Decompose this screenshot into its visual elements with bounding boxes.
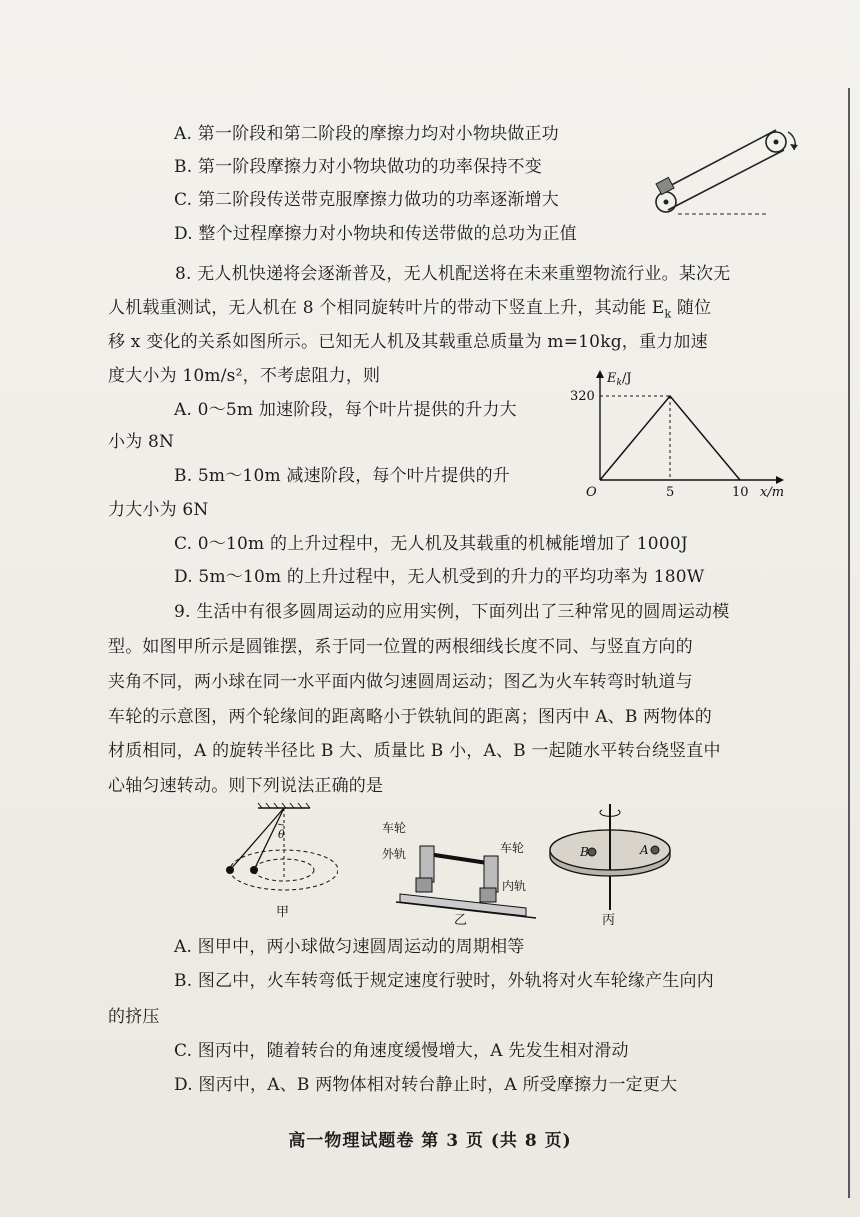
q8-stem-line3: 移 x 变化的关系如图所示。已知无人机及其载重总质量为 m=10kg，重力加速 — [108, 332, 708, 352]
q7-option-b: B. 第一阶段摩擦力对小物块做功的功率保持不变 — [174, 157, 542, 177]
q8-option-a-line2: 小为 8N — [108, 432, 175, 452]
q9-option-b-line2: 的挤压 — [108, 1007, 160, 1027]
q9-stem-line6: 心轴匀速转动。则下列说法正确的是 — [108, 776, 384, 796]
x-tick-label-10: 10 — [732, 485, 749, 500]
y-tick-label: 320 — [570, 389, 595, 404]
conical-pendulum-figure — [218, 800, 338, 920]
object-b-label: B — [580, 845, 589, 859]
inner-rail-label: 内轨 — [502, 879, 527, 893]
q9-stem-line2: 型。如图甲所示是圆锥摆，系于同一位置的两根细线长度不同、与竖直方向的 — [108, 637, 693, 657]
q7-option-a: A. 第一阶段和第二阶段的摩擦力均对小物块做正功 — [174, 124, 559, 144]
q8-stem-line2-text: 人机载重测试，无人机在 8 个相同旋转叶片的带动下竖直上升，其动能 E — [108, 298, 665, 318]
wheel-left-label: 车轮 — [382, 821, 407, 835]
q8-stem-line2 — [108, 297, 711, 325]
fig-yi-caption: 乙 — [454, 913, 468, 928]
q8-stem-line1: 8. 无人机快递将会逐渐普及，无人机配送将在未来重塑物流行业。某次无 — [175, 264, 731, 284]
y-axis-label: $E_k/J$ — [607, 371, 632, 388]
q9-option-d: D. 图丙中，A、B 两物体相对转台静止时，A 所受摩擦力一定更大 — [174, 1075, 678, 1095]
x-tick-label-5: 5 — [666, 485, 675, 500]
q9-stem-line4: 车轮的示意图，两个轮缘间的距离略小于铁轨间的距离；图丙中 A、B 两物体的 — [108, 707, 712, 727]
theta-label: θ — [278, 828, 285, 841]
q9-option-c: C. 图丙中，随着转台的角速度缓慢增大，A 先发生相对滑动 — [174, 1041, 629, 1061]
q9-stem-line3: 夹角不同，两小球在同一水平面内做匀速圆周运动；图乙为火车转弯时轨道与 — [108, 672, 693, 692]
q7-option-c: C. 第二阶段传送带克服摩擦力做功的功率逐渐增大 — [174, 190, 560, 210]
ek-x-graph — [570, 366, 795, 506]
q9-option-b-line1: B. 图乙中，火车转弯低于规定速度行驶时，外轨将对火车轮缘产生向内 — [174, 971, 714, 991]
y-axis-arrow — [596, 370, 604, 378]
q8-option-b-line2: 力大小为 6N — [108, 500, 209, 520]
object-a-label: A — [640, 843, 649, 857]
train-rail-figure — [376, 818, 546, 930]
conveyor-belt-figure — [648, 124, 808, 224]
q8-option-a-line1: A. 0～5m 加速阶段，每个叶片提供的升力大 — [174, 400, 517, 420]
fig-bing-caption: 丙 — [602, 913, 616, 928]
fig-jia-caption: 甲 — [276, 905, 290, 920]
q9-stem-line5: 材质相同，A 的旋转半径比 B 大、质量比 B 小，A、B 一起随水平转台绕竖直中 — [108, 741, 721, 761]
page-edge-line — [848, 88, 850, 1198]
turntable-figure — [540, 800, 680, 928]
q9-stem-line1: 9. 生活中有很多圆周运动的应用实例，下面列出了三种常见的圆周运动模 — [174, 602, 730, 622]
wheel-right-label: 车轮 — [500, 841, 525, 855]
q8-stem-line2-sub: k — [664, 307, 672, 321]
page-footer: 高一物理试题卷 第 3 页 (共 8 页) — [288, 1131, 572, 1151]
q8-option-d: D. 5m～10m 的上升过程中，无人机受到的升力的平均功率为 180W — [174, 567, 705, 587]
outer-rail-label: 外轨 — [382, 847, 407, 861]
q8-option-c: C. 0～10m 的上升过程中，无人机及其载重的机械能增加了 1000J — [174, 534, 688, 554]
q8-stem-line4: 度大小为 10m/s²，不考虑阻力，则 — [108, 366, 381, 386]
origin-label: O — [586, 485, 597, 500]
q9-option-a: A. 图甲中，两小球做匀速圆周运动的周期相等 — [174, 937, 525, 957]
x-axis-label: x/m — [760, 485, 785, 500]
x-axis-arrow — [776, 476, 784, 484]
q8-option-b-line1: B. 5m～10m 减速阶段，每个叶片提供的升 — [174, 466, 510, 486]
q7-option-d: D. 整个过程摩擦力对小物块和传送带做的总功为正值 — [174, 224, 577, 244]
q8-stem-line2-tail: 随位 — [671, 298, 712, 318]
